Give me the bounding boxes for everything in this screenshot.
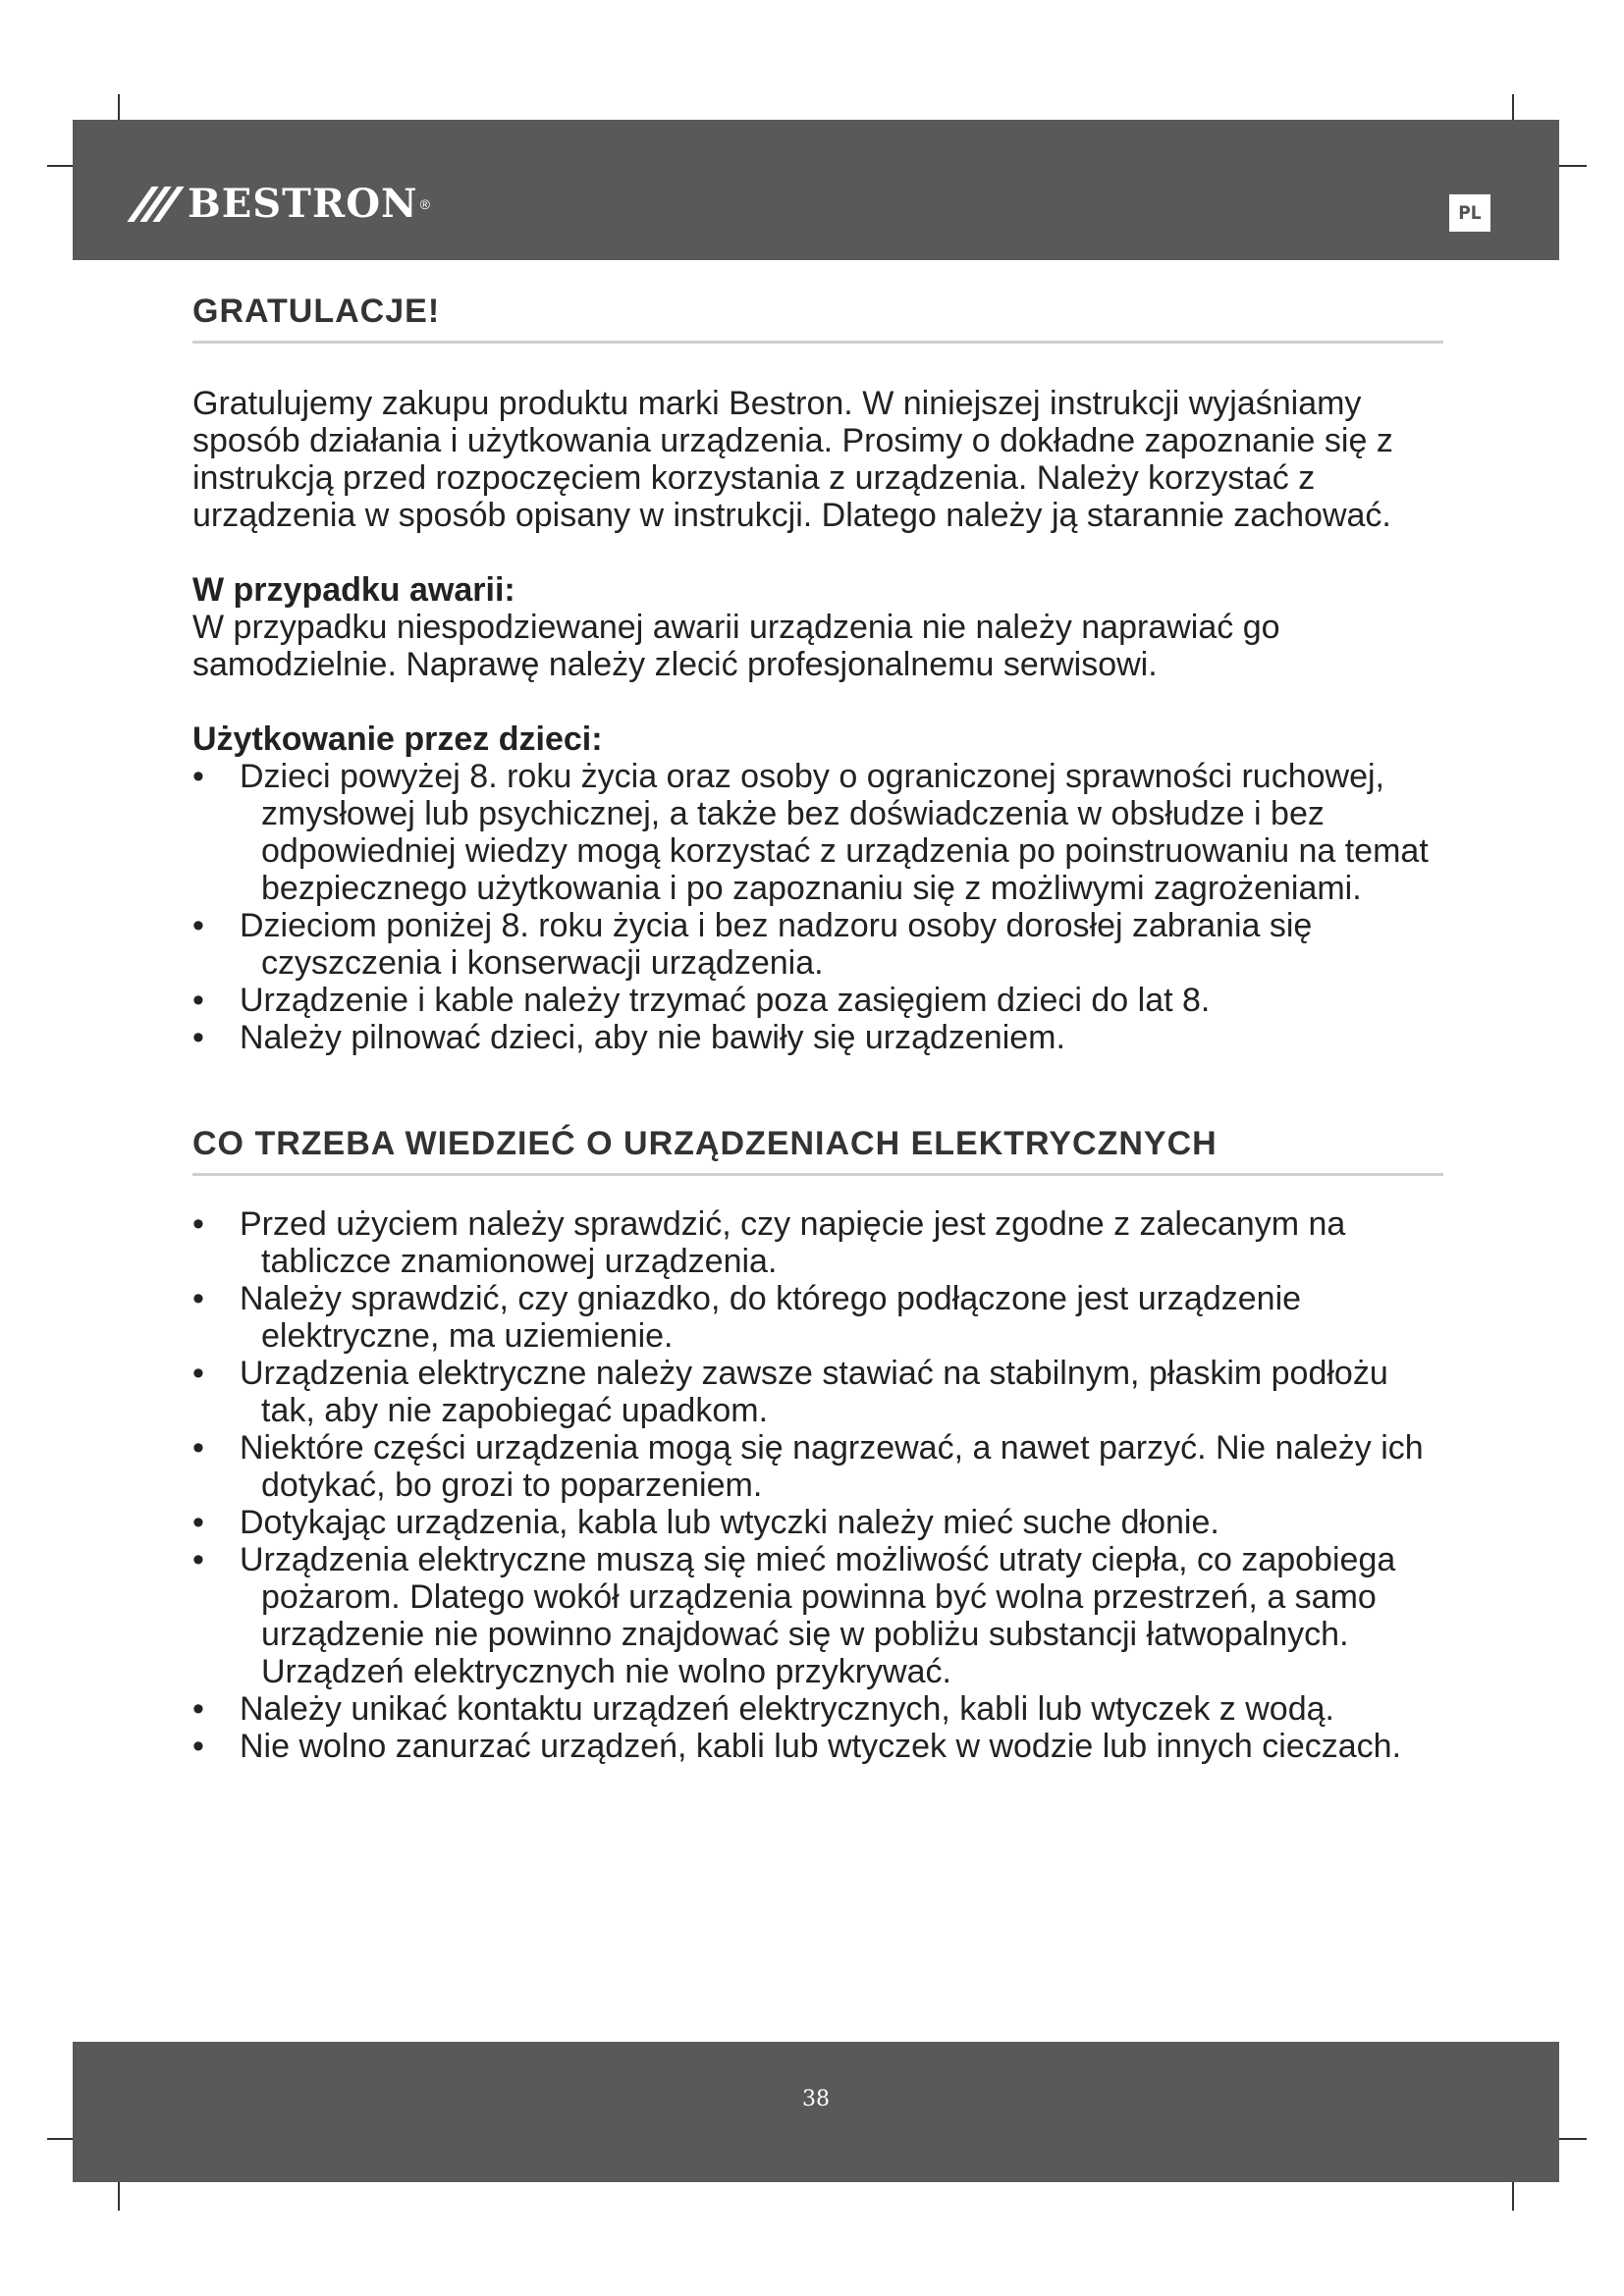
header-band xyxy=(73,120,1559,260)
list-item: • Należy sprawdzić, czy gniazdko, do którego podłączone jest urządzenie elektryczne, ma uziemienie. xyxy=(192,1280,1443,1355)
registered-mark: ® xyxy=(419,196,430,212)
intro-paragraph: Gratulujemy zakupu produktu marki Bestron. W niniejszej instrukcji wyjaśniamy sposób działania i użytkowania urządzenia. Prosimy o dokładne zapoznanie się z instrukcją przed rozpoczęciem korzystania z urządzenia. Należy korzystać z urządzenia w sposób opisany w instrukcji. Dlatego należy ją starannie zachować. xyxy=(192,385,1393,534)
list-item: • Urządzenie i kable należy trzymać poza zasięgiem dzieci do lat 8. xyxy=(192,982,1443,1019)
list-item: • Należy unikać kontaktu urządzeń elektrycznych, kabli lub wtyczek z wodą. xyxy=(192,1690,1443,1728)
intro-title: GRATULACJE! xyxy=(192,293,1443,344)
page-number: 38 xyxy=(802,2087,830,2111)
list-item: • Należy pilnować dzieci, aby nie bawiły się urządzeniem. xyxy=(192,1019,1443,1056)
children-list xyxy=(192,758,1443,1056)
logo-chevrons-icon xyxy=(139,187,178,222)
list-item: • Urządzenia elektryczne należy zawsze stawiać na stabilnym, płaskim podłożu tak, aby nie zapobiegać upadkom. xyxy=(192,1355,1443,1429)
list-item: • Nie wolno zanurzać urządzeń, kabli lub wtyczek w wodzie lub innych cieczach. xyxy=(192,1728,1443,1765)
list-item: • Dzieci powyżej 8. roku życia oraz osoby o ograniczonej sprawności ruchowej, zmysłowej lub psychicznej, a także bez doświadczenia w obsłudze i bez odpowiedniej wiedzy mogą korzystać z urządzenia po poinstruowaniu na temat bezpiecznego użytkowania i po zapoznaniu się z możliwymi zagrożeniami. xyxy=(192,758,1443,907)
list-item: • Niektóre części urządzenia mogą się nagrzewać, a nawet parzyć. Nie należy ich dotykać, bo grozi to poparzeniem. xyxy=(192,1429,1443,1504)
brand-name: BESTRON xyxy=(188,181,418,227)
children-heading: Użytkowanie przez dzieci: xyxy=(192,721,603,758)
electrical-list xyxy=(192,1205,1443,1765)
malfunction-text: W przypadku niespodziewanej awarii urządzenia nie należy naprawiać go samodzielnie. Naprawę należy zlecić profesjonalnemu serwisowi. xyxy=(192,609,1280,683)
malfunction-heading: W przypadku awarii: xyxy=(192,571,515,609)
footer-band xyxy=(73,2042,1559,2182)
list-item: • Urządzenia elektryczne muszą się mieć możliwość utraty ciepła, co zapobiega pożarom. Dlatego wokół urządzenia powinna być wolna przestrzeń, a samo urządzenie nie powinno znajdować się w pobliżu substancji łatwopalnych. Urządzeń elektrycznych nie wolno przykrywać. xyxy=(192,1541,1443,1690)
list-item: • Przed użyciem należy sprawdzić, czy napięcie jest zgodne z zalecanym na tabliczce znamionowej urządzenia. xyxy=(192,1205,1443,1280)
list-item: • Dzieciom poniżej 8. roku życia i bez nadzoru osoby dorosłej zabrania się czyszczenia i konserwacji urządzenia. xyxy=(192,907,1443,982)
page-content xyxy=(192,293,1443,1765)
brand-logo xyxy=(139,181,430,227)
electrical-title: CO TRZEBA WIEDZIEĆ O URZĄDZENIACH ELEKTRYCZNYCH xyxy=(192,1125,1443,1176)
language-badge: PL xyxy=(1449,194,1490,232)
list-item: • Dotykając urządzenia, kabla lub wtyczki należy mieć suche dłonie. xyxy=(192,1504,1443,1541)
